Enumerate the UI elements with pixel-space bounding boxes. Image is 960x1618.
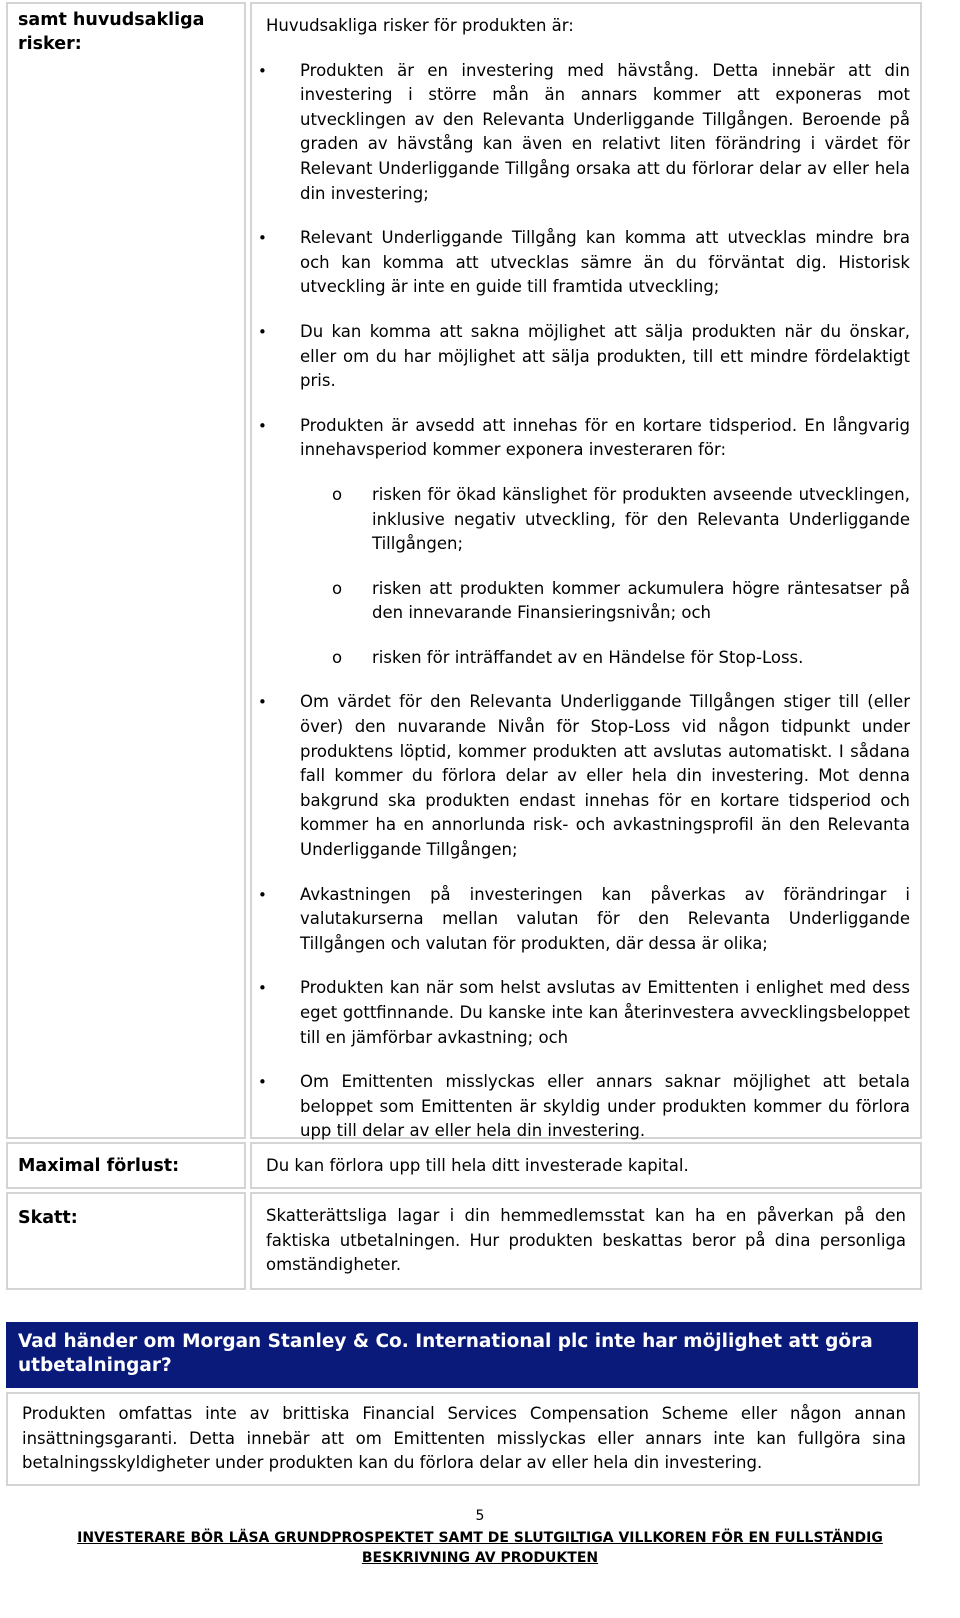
sub-list-item: o risken att produkten kommer ackumulera högre räntesatser på den innevarande Finansieringsnivån; och [372, 577, 910, 626]
max-loss-label: Maximal förlust: [18, 1156, 180, 1176]
footer-notice: INVESTERARE BÖR LÄSA GRUNDPROSPEKTET SAMT DE SLUTGILTIGA VILLKOREN FÖR EN FULLSTÄNDIG BESKRIVNING AV PRODUKTEN [77, 1530, 883, 1566]
tax-label: Skatt: [18, 1208, 78, 1228]
list-item: • Produkten kan när som helst avslutas av Emittenten i enlighet med dess eget gottfinnande. Du kanske inte kan återinvestera avvecklingsbeloppet till en jämförbar avkastning; och [300, 976, 910, 1050]
tax-content-cell [250, 1192, 922, 1290]
max-loss-text: Du kan förlora upp till hela ditt investerade kapital. [266, 1156, 689, 1175]
list-item: • Avkastningen på investeringen kan påverkas av förändringar i valutakurserna mellan valutan för den Relevanta Underliggande Tillgången och valutan för produkten, där dessa är olika; [300, 883, 910, 957]
list-item: • Om Emittenten misslyckas eller annars saknar möjlighet att betala beloppet som Emittenten är skyldig under produkten kommer du förlora upp till delar av eller hela din investering. [300, 1070, 910, 1144]
risk-list [300, 59, 910, 1144]
list-item: • Produkten är avsedd att innehas för en kortare tidsperiod. En långvarig innehavsperiod kommer exponera investeraren för: o risken för ökad känslighet för produkten avseende utvecklingen, inklusive negativ utveckling, för den Relevanta Underliggande Tillgången; o risken att produkten kommer ackumulera högre räntesatser på den innevarande Finansieringsnivån; och o risken för inträffandet av en Händelse för Stop-Loss. [300, 414, 910, 671]
sub-list-item: o risken för ökad känslighet för produkten avseende utvecklingen, inklusive negativ utveckling, för den Relevanta Underliggande Tillgången; [372, 483, 910, 557]
tax-label-cell [6, 1192, 246, 1290]
sub-risk-list [300, 483, 910, 671]
max-loss-label-cell [6, 1142, 246, 1189]
tax-text: Skatterättsliga lagar i din hemmedlemsstat kan ha en påverkan på den faktiska utbetalningen. Hur produkten beskattas beror på dina personliga omständigheter. [266, 1206, 906, 1275]
list-item: • Produkten är en investering med hävstång. Detta innebär att din investering i större mån än annars kommer att exponeras mot utvecklingen av den Relevanta Underliggande Tillgången. Beroende på graden av hävstång kan även en relativt liten förändring i värdet för Relevant Underliggande Tillgång orsaka att du förlorar delar av eller hela din investering; [300, 59, 910, 207]
risks-label-cell [6, 2, 246, 1139]
section-text: Produkten omfattas inte av brittiska Financial Services Compensation Scheme eller någon annan insättningsgaranti. Detta innebär att om Emittenten misslyckas eller annars inte kan fullgöra sina betalningsskyldigheter under produkten kan du förlora delar av eller hela din investering. [22, 1404, 906, 1473]
section-content-cell [6, 1392, 920, 1486]
list-item: • Relevant Underliggande Tillgång kan komma att utvecklas mindre bra och kan komma att utvecklas sämre än du förväntat dig. Historisk utveckling är inte en guide till framtida utveckling; [300, 226, 910, 300]
section-heading: Vad händer om Morgan Stanley & Co. International plc inte har möjlighet att göra utbetalningar? [6, 1322, 918, 1388]
risks-content-cell [250, 2, 922, 1139]
risks-intro: Huvudsakliga risker för produkten är: [266, 16, 574, 35]
max-loss-content-cell [250, 1142, 922, 1189]
list-item: • Om värdet för den Relevanta Underliggande Tillgången stiger till (eller över) den nuvarande Nivån för Stop-Loss vid någon tidpunkt under produktens löptid, kommer produkten att avslutas automatiskt. I sådana fall kommer du förlora delar av eller hela din investering. Mot denna bakgrund ska produkten endast innehas för en kortare tidsperiod och kommer ha en annorlunda risk- och avkastningsprofil än den Relevanta Underliggande Tillgången; [300, 690, 910, 862]
risks-label: samt huvudsakliga risker: [18, 10, 205, 54]
sub-list-item: o risken för inträffandet av en Händelse för Stop-Loss. [372, 646, 910, 671]
page-number: 5 [475, 1508, 485, 1524]
list-item: • Du kan komma att sakna möjlighet att sälja produkten när du önskar, eller om du har möjlighet att sälja produkten, till ett mindre fördelaktigt pris. [300, 320, 910, 394]
